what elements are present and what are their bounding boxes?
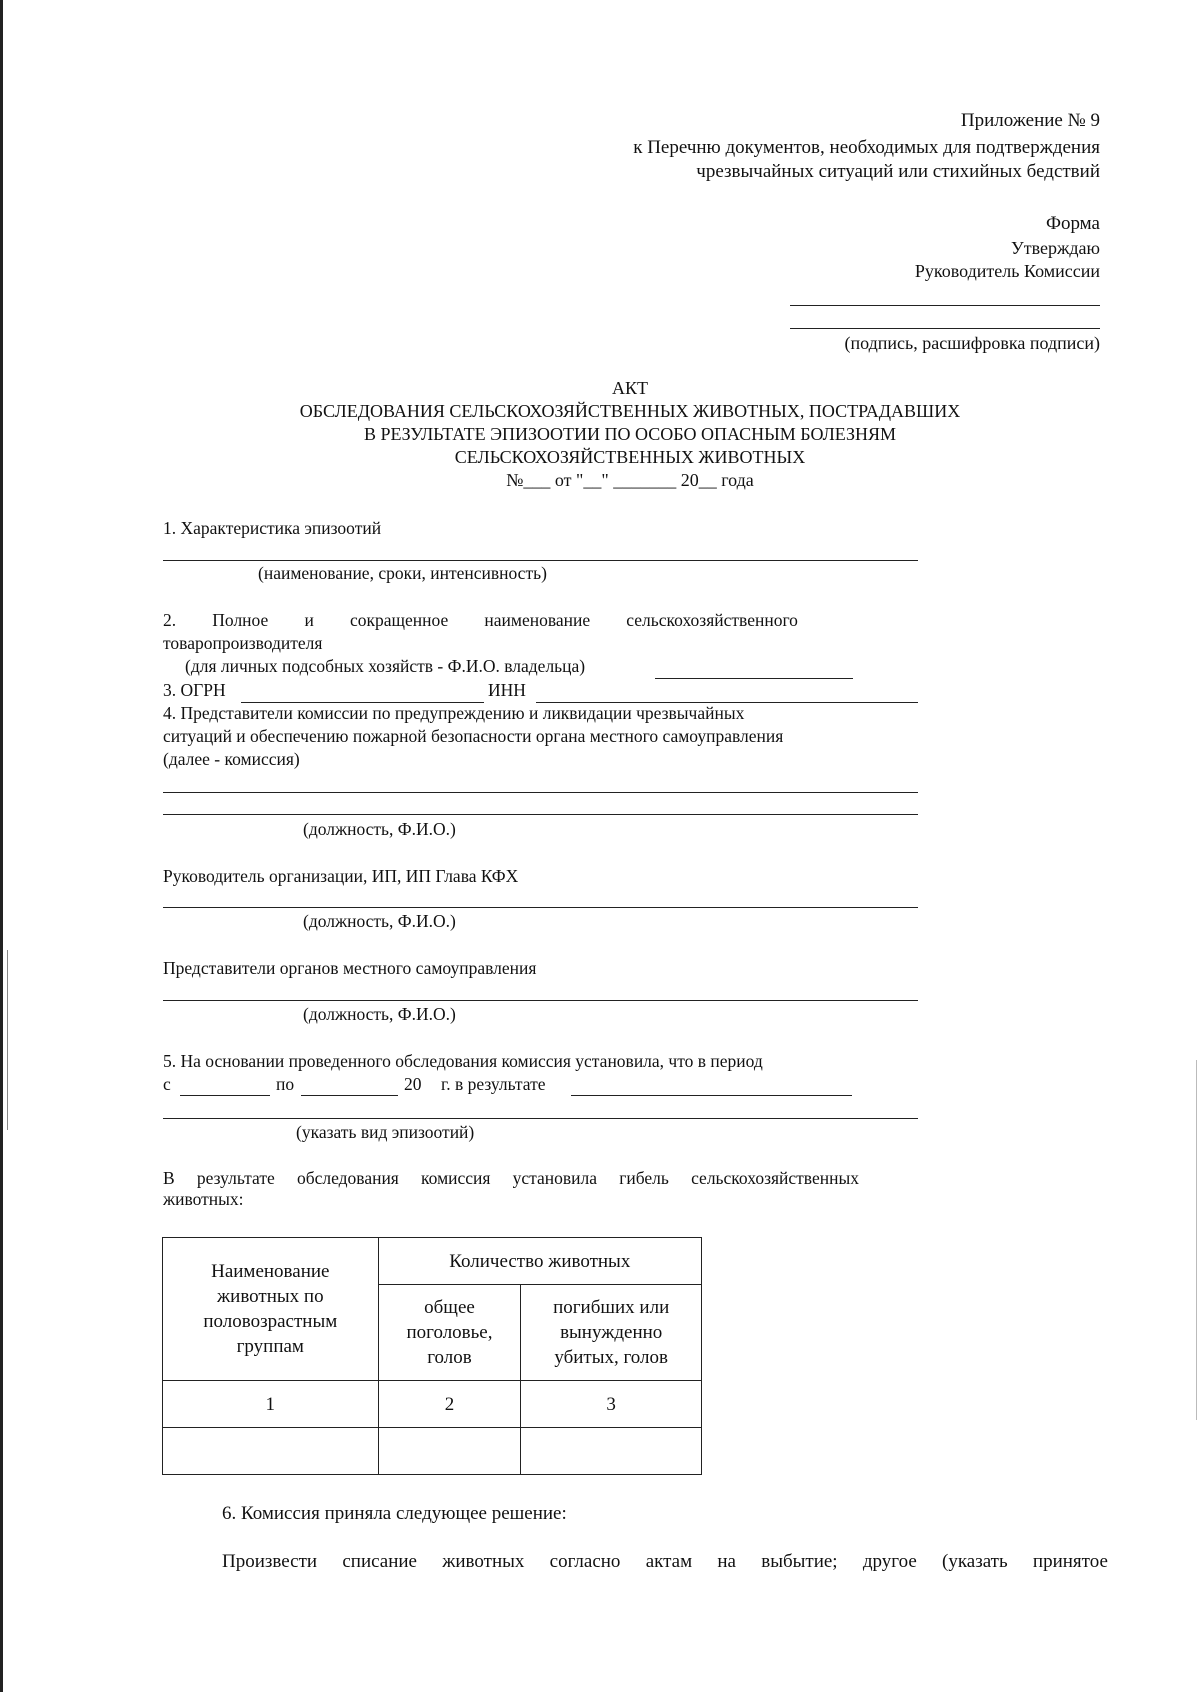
appendix-list-line1: к Перечню документов, необходимых для подтверждения [633, 137, 1100, 158]
section1-label: 1. Характеристика эпизоотий [163, 518, 382, 538]
act-subtitle-line2: В РЕЗУЛЬТАТЕ ЭПИЗООТИИ ПО ОСОБО ОПАСНЫМ БОЛЕЗНЯМ [363, 424, 897, 444]
table-col-number-1: 1 [163, 1381, 379, 1428]
appendix-number: Приложение № 9 [960, 110, 1100, 131]
section6-word: на [717, 1551, 736, 1572]
section2-line1 [163, 610, 798, 631]
section2-word: 2. [163, 610, 177, 630]
section6-word: (указать [942, 1551, 1008, 1572]
section5-to-fill-line [301, 1095, 398, 1096]
section2-word: Полное [212, 610, 269, 630]
section6-decision-line [222, 1551, 1108, 1573]
table-header-animal-groups: Наименование животных по половозрастным группам [163, 1238, 379, 1381]
result-word: обследования [296, 1168, 399, 1188]
result-word: установила [512, 1168, 598, 1188]
commission-head-label: Руководитель Комиссии [914, 261, 1100, 281]
table-header-total-livestock: общее поголовье, голов [378, 1285, 521, 1381]
section6-word: принятое [1032, 1551, 1108, 1572]
section2-word: сельскохозяйственного [626, 610, 798, 630]
appendix-list-line2: чрезвычайных ситуаций или стихийных бедствий [696, 161, 1100, 182]
approve-label: Утверждаю [1010, 238, 1100, 258]
section6-word: списание [342, 1551, 417, 1572]
section4-line3: (далее - комиссия) [163, 749, 300, 769]
head-org-fill-line [163, 907, 918, 908]
local-gov-fill-line [163, 1000, 918, 1001]
section6-word: Произвести [222, 1551, 318, 1572]
section6-word: животных [442, 1551, 525, 1572]
table-col-number-2: 2 [378, 1381, 521, 1428]
signature-line-1 [790, 305, 1100, 306]
scan-left-edge [0, 0, 3, 1692]
scan-edge-mark [7, 950, 8, 1130]
section2-owner-fill-line [655, 678, 853, 679]
result-word: В [163, 1168, 175, 1188]
section6-word: выбытие; [761, 1551, 838, 1572]
section6-word: другое [862, 1551, 917, 1572]
act-subtitle-line1: ОБСЛЕДОВАНИЯ СЕЛЬСКОХОЗЯЙСТВЕННЫХ ЖИВОТНЫХ, ПОСТРАДАВШИХ [299, 401, 961, 421]
scan-right-edge [1196, 1060, 1197, 1420]
head-org-label: Руководитель организации, ИП, ИП Глава КФХ [163, 866, 519, 886]
table-header-dead-animals: погибших или вынужденно убитых, голов [521, 1285, 702, 1381]
section5-line1: 5. На основании проведенного обследования комиссия установила, что в период [163, 1051, 763, 1071]
section6-label: 6. Комиссия приняла следующее решение: [222, 1503, 567, 1524]
section5-from-fill-line [180, 1095, 270, 1096]
form-label: Форма [1045, 213, 1100, 234]
result-word: сельскохозяйственных [691, 1168, 859, 1188]
table-col-number-3: 3 [521, 1381, 702, 1428]
head-org-caption: (должность, Ф.И.О.) [303, 911, 456, 931]
table-header-animal-count: Количество животных [378, 1238, 701, 1285]
table-cell-empty [521, 1428, 702, 1475]
section2-word: сокращенное [349, 610, 449, 630]
result-line2: животных: [163, 1189, 244, 1209]
table-cell-empty [378, 1428, 521, 1475]
section5-result-label: г. в результате [441, 1074, 546, 1094]
section5-year-label: 20 [404, 1074, 422, 1094]
section4-caption: (должность, Ф.И.О.) [303, 819, 456, 839]
act-subtitle-line3: СЕЛЬСКОХОЗЯЙСТВЕННЫХ ЖИВОТНЫХ [454, 447, 806, 467]
ogrn-label: 3. ОГРН [163, 680, 226, 700]
section2-word: и [304, 610, 314, 630]
section2-word: наименование [484, 610, 591, 630]
table-cell-empty [163, 1428, 379, 1475]
signature-caption: (подпись, расшифровка подписи) [844, 333, 1100, 353]
signature-line-2 [790, 328, 1100, 329]
section5-fill-line [163, 1118, 918, 1119]
result-word: результате [196, 1168, 275, 1188]
act-title: АКТ [612, 378, 648, 398]
section2-line2: товаропроизводителя [163, 633, 323, 653]
section5-to-label: по [276, 1074, 295, 1094]
result-word: гибель [619, 1168, 669, 1188]
section5-from-label: с [163, 1074, 171, 1094]
act-number-date: №___ от "__" _______ 20__ года [506, 470, 754, 490]
table-row [163, 1428, 702, 1475]
section5-caption: (указать вид эпизоотий) [296, 1122, 475, 1142]
local-gov-label: Представители органов местного самоуправления [163, 958, 537, 978]
section1-fill-line [163, 560, 918, 561]
section2-line3: (для личных подсобных хозяйств - Ф.И.О. владельца) [185, 656, 586, 676]
local-gov-caption: (должность, Ф.И.О.) [303, 1004, 456, 1024]
section4-fill-line-2 [163, 814, 918, 815]
section6-word: актам [645, 1551, 693, 1572]
result-line1 [163, 1168, 859, 1189]
section4-line2: ситуаций и обеспечению пожарной безопасности органа местного самоуправления [163, 726, 784, 746]
section4-line1: 4. Представители комиссии по предупреждению и ликвидации чрезвычайных [163, 703, 745, 723]
section6-word: согласно [549, 1551, 621, 1572]
section4-fill-line-1 [163, 792, 918, 793]
animals-table [162, 1237, 702, 1475]
result-word: комиссия [421, 1168, 491, 1188]
section5-result-fill-line [571, 1095, 852, 1096]
section1-caption: (наименование, сроки, интенсивность) [258, 563, 547, 583]
inn-label: ИНН [488, 680, 526, 700]
